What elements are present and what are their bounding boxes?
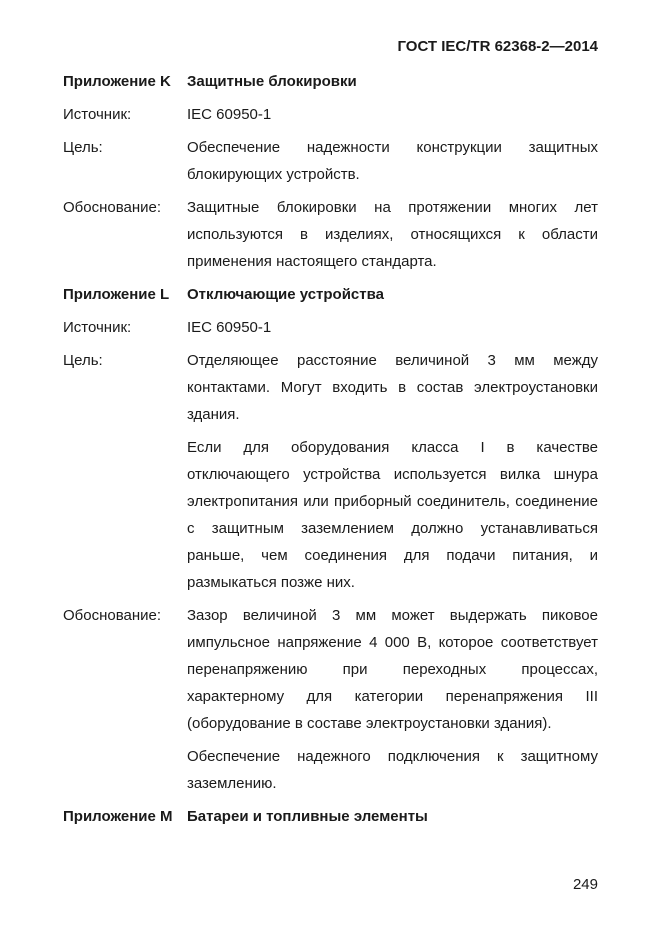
goal-row: [63, 347, 598, 596]
source-row: [63, 314, 598, 341]
appendix-l-heading: [63, 281, 598, 308]
paragraph: Защитные блокировки на протяжении многих лет используются в изделиях, относящихся к области применения настоящего стандарта.: [187, 199, 598, 270]
source-label: Источник:: [63, 319, 132, 336]
rationale-row: [63, 194, 598, 275]
goal-row: [63, 134, 598, 188]
goal-text: [187, 347, 598, 596]
rationale-label: Обоснование:: [63, 607, 162, 624]
source-value: IEC 60950-1: [187, 106, 272, 123]
goal-label: Цель:: [63, 352, 103, 369]
page-number: 249: [572, 876, 598, 893]
paragraph: Если для оборудования класса I в качестве отключающего устройства используется вилка шнура электропитания или приборный соединитель, соединение с защитным заземлением должно устанавливаться раньше, чем соединения для подачи питания, и размыкаться позже них.: [187, 439, 598, 591]
appendix-label: Приложение M: [63, 808, 173, 825]
appendix-m-heading: [63, 803, 598, 830]
appendix-title: Батареи и топливные элементы: [187, 808, 428, 825]
source-row: [63, 101, 598, 128]
paragraph: Зазор величиной 3 мм может выдержать пиковое импульсное напряжение 4 000 В, которое соответствует перенапряжению при переходных процессах, характерному для категории перенапряжения III (оборудование в составе электроустановки здания).: [187, 607, 598, 732]
appendix-title: Защитные блокировки: [187, 73, 357, 90]
rationale-row: [63, 602, 598, 797]
document-header: ГОСТ IEC/TR 62368-2—2014: [397, 38, 598, 55]
paragraph: Отделяющее расстояние величиной 3 мм между контактами. Могут входить в состав электроустановки здания.: [187, 352, 598, 423]
appendix-label: Приложение K: [63, 73, 171, 90]
goal-label: Цель:: [63, 139, 103, 156]
document-body: [63, 68, 598, 836]
paragraph: Обеспечение надежного подключения к защитному заземлению.: [187, 748, 598, 792]
rationale-text: [187, 602, 598, 797]
rationale-text: [187, 194, 598, 275]
rationale-label: Обоснование:: [63, 199, 162, 216]
paragraph: Обеспечение надежности конструкции защитных блокирующих устройств.: [187, 139, 598, 183]
source-label: Источник:: [63, 106, 132, 123]
goal-text: [187, 134, 598, 188]
appendix-title: Отключающие устройства: [187, 286, 384, 303]
appendix-k-heading: [63, 68, 598, 95]
appendix-label: Приложение L: [63, 286, 170, 303]
source-value: IEC 60950-1: [187, 319, 272, 336]
